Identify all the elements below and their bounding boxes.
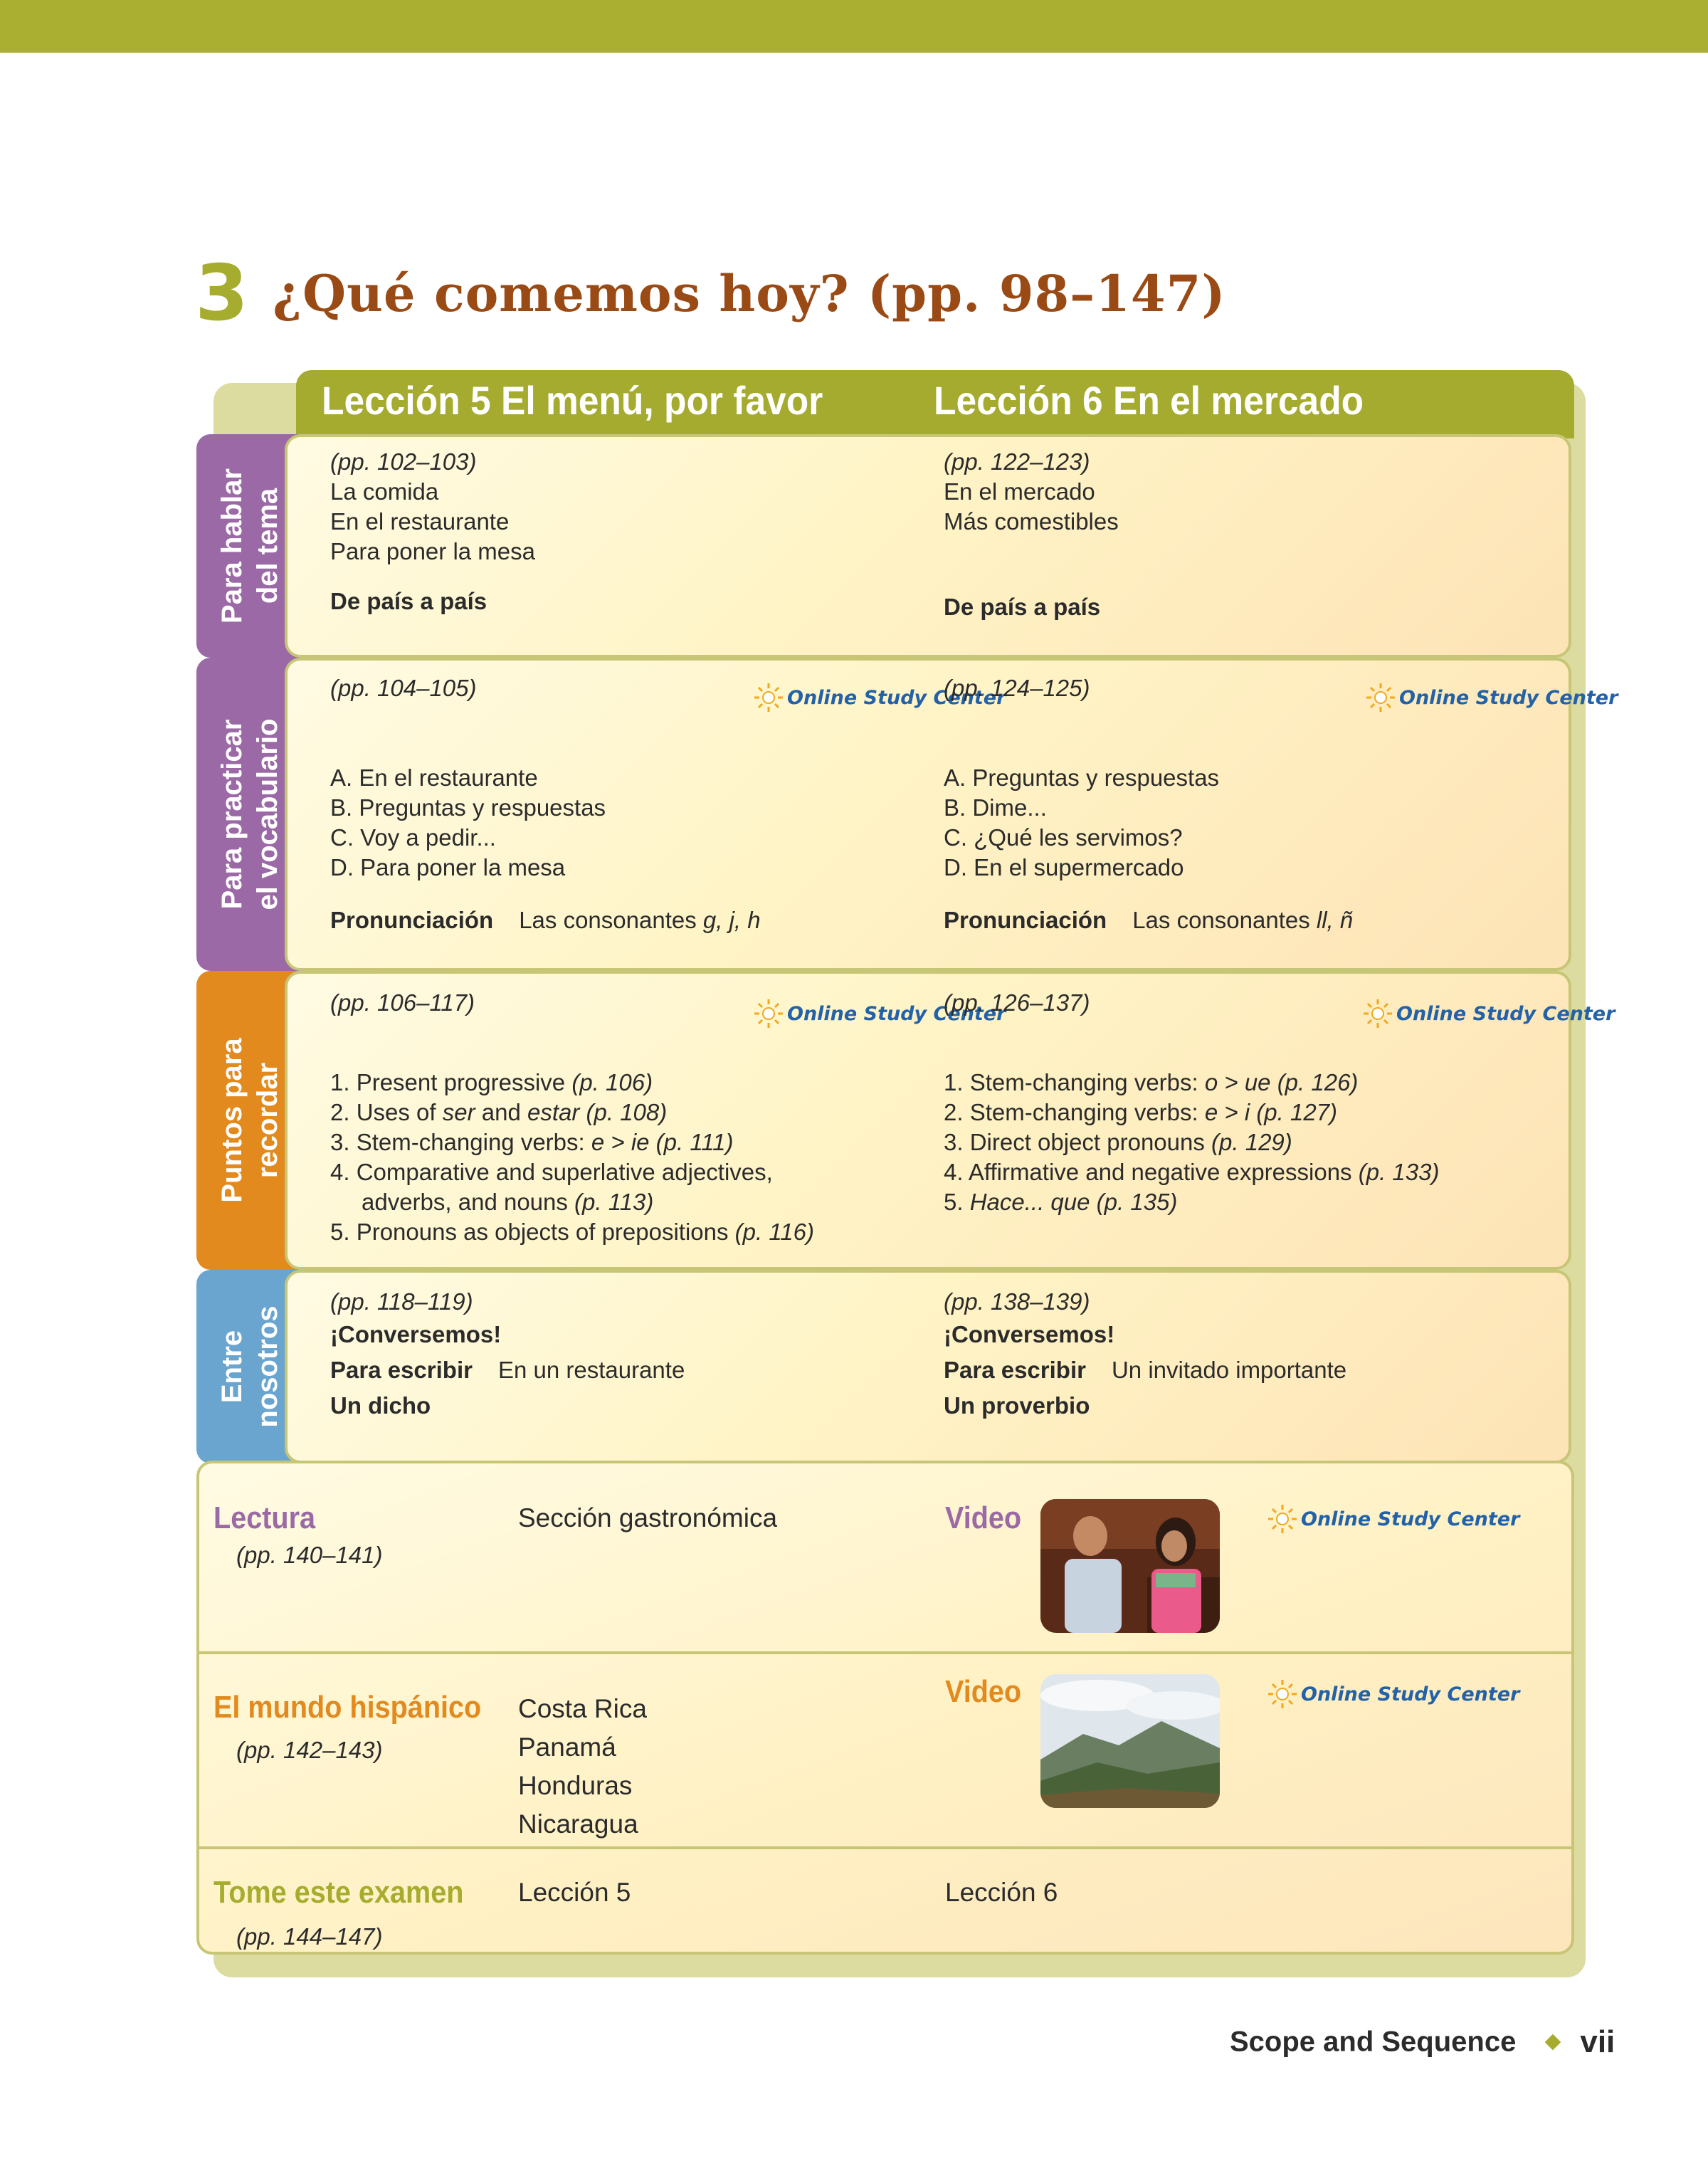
video-thumbnail-landscape[interactable] xyxy=(1040,1674,1220,1808)
row-divider xyxy=(199,1846,1571,1849)
sun-icon xyxy=(753,682,784,713)
lesson-5-heading: Lección 5 El menú, por favor xyxy=(322,378,823,423)
online-study-center-label: Online Study Center xyxy=(1396,1002,1615,1025)
tab-entre-label: Entre nosotros xyxy=(216,1305,283,1428)
sun-icon xyxy=(1267,1503,1298,1535)
list-item: 3. Stem-changing verbs: e > ie (p. 111) xyxy=(330,1129,734,1155)
list-item: D. En el supermercado xyxy=(944,854,1184,880)
video-thumbnail-kitchen[interactable] xyxy=(1040,1499,1220,1633)
chapter-title: ¿Qué comemos hoy? (pp. 98–147) xyxy=(273,264,1226,323)
pronunciacion-line xyxy=(944,905,1353,935)
panel-puntos-para-recordar xyxy=(285,971,1615,1270)
de-pais-a-pais: De país a país xyxy=(944,594,1101,620)
online-study-center-label: Online Study Center xyxy=(787,686,1006,709)
list-item: Nicaragua xyxy=(518,1809,638,1839)
page-ref: (pp. 126–137) xyxy=(944,989,1090,1016)
pronunciacion-line xyxy=(330,905,761,935)
entre-col1 xyxy=(330,1287,685,1424)
list-item: 2. Stem-changing verbs: e > i (p. 127) xyxy=(944,1099,1338,1125)
list-item: B. Dime... xyxy=(944,794,1047,821)
page-ref: (pp. 102–103) xyxy=(330,448,477,475)
lectura-text: Sección gastronómica xyxy=(518,1503,778,1532)
footer-title: Scope and Sequence xyxy=(1230,2026,1517,2058)
para-escribir-line: Para escribir En un restaurante xyxy=(330,1357,685,1383)
list-item: adverbs, and nouns (p. 113) xyxy=(362,1189,654,1215)
pronunciacion-letters: g, j, h xyxy=(702,907,761,933)
page-ref: (pp. 124–125) xyxy=(944,675,1090,701)
online-study-center-label: Online Study Center xyxy=(1301,1683,1520,1705)
examen-leccion-5: Lección 5 xyxy=(518,1878,631,1907)
list-item: 1. Present progressive (p. 106) xyxy=(330,1069,653,1095)
mundo-hispanico-ref: (pp. 142–143) xyxy=(236,1737,383,1763)
sun-icon xyxy=(753,998,784,1029)
conversemos: ¡Conversemos! xyxy=(330,1321,502,1347)
page-ref: (pp. 118–119) xyxy=(330,1288,473,1315)
list-item: B. Preguntas y respuestas xyxy=(330,794,606,821)
online-study-center-link[interactable] xyxy=(1365,682,1618,725)
list-item: D. Para poner la mesa xyxy=(330,854,566,880)
page-number: vii xyxy=(1580,2024,1615,2059)
sun-icon xyxy=(1267,1678,1298,1710)
lectura-ref: (pp. 140–141) xyxy=(236,1542,383,1568)
list-item: Costa Rica xyxy=(518,1694,647,1723)
page-footer xyxy=(1230,2024,1615,2064)
bottom-section xyxy=(196,1461,1574,1955)
list-item: A. En el restaurante xyxy=(330,764,538,791)
list-item: 3. Direct object pronouns (p. 129) xyxy=(944,1129,1292,1155)
row-divider xyxy=(199,1651,1571,1654)
page-ref: (pp. 106–117) xyxy=(330,989,475,1016)
un-proverbio: Un proverbio xyxy=(944,1392,1090,1419)
tab-para-hablar-label: Para hablar del tema xyxy=(216,468,283,624)
online-study-center-label: Online Study Center xyxy=(787,1002,1006,1025)
list-item: 5. Pronouns as objects of prepositions (p. 116) xyxy=(330,1219,814,1245)
lesson-6-heading: Lección 6 En el mercado xyxy=(934,378,1364,423)
tab-puntos-label: Puntos para recordar xyxy=(216,1038,283,1203)
top-color-bar xyxy=(0,0,1708,53)
tome-este-examen-title: Tome este examen xyxy=(214,1875,464,1910)
diamond-icon xyxy=(1545,2034,1561,2051)
landscape-image xyxy=(1040,1674,1220,1808)
list-item: Panamá xyxy=(518,1733,616,1762)
sun-icon xyxy=(1365,682,1396,713)
panel-para-practicar xyxy=(285,658,1618,971)
practicar-col1 xyxy=(330,673,761,935)
list-item: A. Preguntas y respuestas xyxy=(944,764,1220,791)
list-item: 4. Comparative and superlative adjectives, xyxy=(330,1159,773,1185)
list-item: C. ¿Qué les servimos? xyxy=(944,824,1183,851)
tome-este-examen-ref: (pp. 144–147) xyxy=(236,1923,383,1950)
list-item: Más comestibles xyxy=(944,508,1119,535)
scope-table xyxy=(196,370,1618,1955)
examen-leccion-6: Lección 6 xyxy=(945,1878,1058,1907)
pronunciacion-text: Las consonantes xyxy=(1132,907,1317,933)
un-dicho: Un dicho xyxy=(330,1392,431,1419)
pronunciacion-letters: ll, ñ xyxy=(1316,907,1354,933)
hablar-col2 xyxy=(944,447,1119,622)
online-study-center-link[interactable] xyxy=(1267,1503,1519,1546)
list-item: Honduras xyxy=(518,1771,633,1800)
online-study-center-label: Online Study Center xyxy=(1399,686,1618,709)
mundo-video-label: Video xyxy=(945,1674,1022,1709)
tab-para-practicar-label: Para practicar el vocabulario xyxy=(216,718,283,910)
list-item: Para poner la mesa xyxy=(330,538,535,564)
panel-entre-nosotros xyxy=(285,1270,1571,1463)
online-study-center-link[interactable] xyxy=(1267,1678,1519,1721)
country-list xyxy=(518,1690,647,1844)
pronunciacion-label: Pronunciación xyxy=(944,907,1107,933)
list-item: 1. Stem-changing verbs: o > ue (p. 126) xyxy=(944,1069,1359,1095)
lectura-video-label: Video xyxy=(945,1500,1022,1535)
sun-icon xyxy=(1362,998,1393,1029)
chapter-heading xyxy=(195,249,1226,338)
puntos-col1 xyxy=(330,988,814,1247)
list-item: En el mercado xyxy=(944,478,1095,505)
mundo-hispanico-title: El mundo hispánico xyxy=(214,1690,482,1725)
list-item: En el restaurante xyxy=(330,508,510,535)
list-item: 5. Hace... que (p. 135) xyxy=(944,1189,1178,1215)
table-header xyxy=(296,370,1574,438)
pronunciacion-text: Las consonantes xyxy=(519,907,703,933)
chapter-number: 3 xyxy=(195,249,249,338)
online-study-center-link[interactable] xyxy=(1362,998,1615,1041)
list-item: La comida xyxy=(330,478,439,505)
list-item: 4. Affirmative and negative expressions (p. 133) xyxy=(944,1159,1440,1185)
para-escribir-line: Para escribir Un invitado importante xyxy=(944,1357,1347,1383)
pronunciacion-label: Pronunciación xyxy=(330,907,494,933)
practicar-col2 xyxy=(944,673,1353,935)
kitchen-scene-image xyxy=(1040,1499,1220,1633)
conversemos: ¡Conversemos! xyxy=(944,1321,1115,1347)
entre-col2 xyxy=(944,1287,1346,1424)
page-ref: (pp. 104–105) xyxy=(330,675,477,701)
hablar-col1 xyxy=(330,447,535,616)
page-ref: (pp. 122–123) xyxy=(944,448,1090,475)
panel-para-hablar xyxy=(285,434,1571,658)
lectura-title: Lectura xyxy=(214,1500,316,1535)
de-pais-a-pais: De país a país xyxy=(330,588,487,614)
list-item: C. Voy a pedir... xyxy=(330,824,496,851)
list-item: 2. Uses of ser and estar (p. 108) xyxy=(330,1099,668,1125)
online-study-center-label: Online Study Center xyxy=(1301,1508,1520,1530)
page-ref: (pp. 138–139) xyxy=(944,1288,1090,1315)
